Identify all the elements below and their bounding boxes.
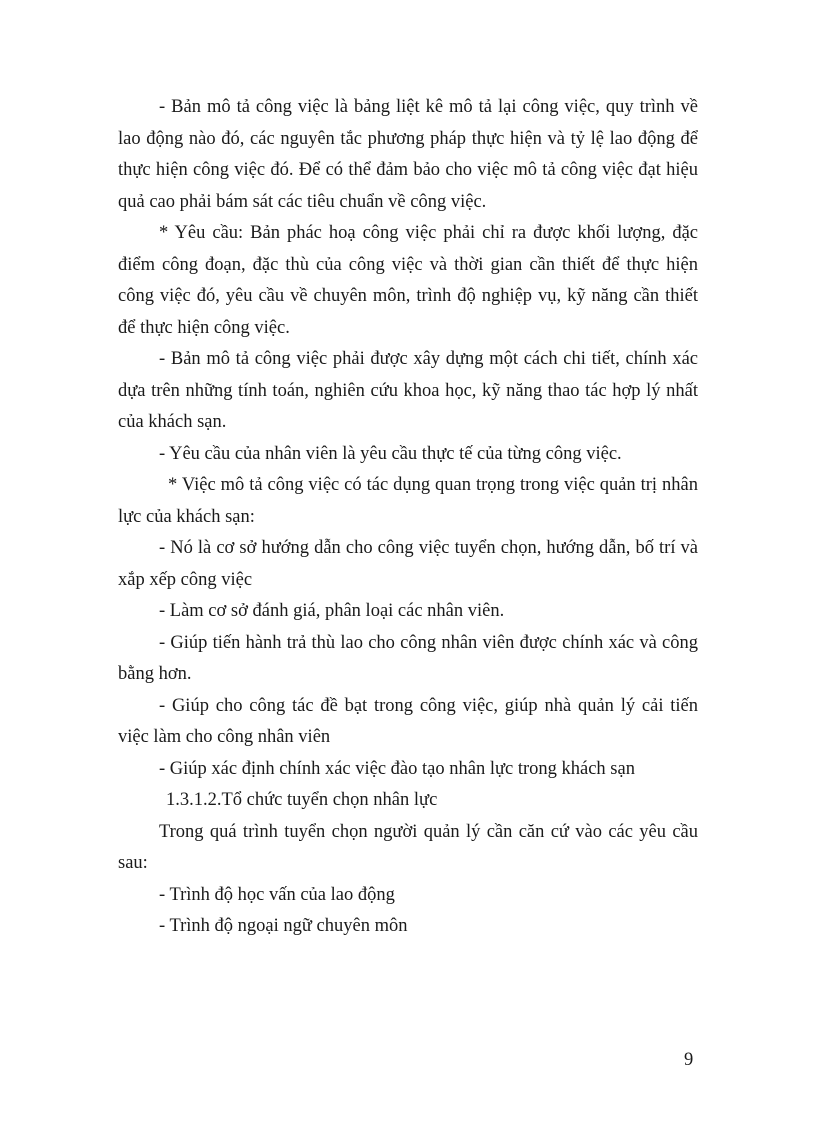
paragraph-job-description-definition: - Bản mô tả công việc là bảng liệt kê mô tả lại công việc, quy trình về lao động nào đó, các nguyên tắc phương pháp thực hiện và tỷ lệ lao động để thực hiện công việc đó. Để có thể đảm bảo cho việc mô tả công việc đạt hiệu quả cao phải bám sát các tiêu chuẩn về công việc.	[118, 97, 698, 212]
paragraph-detailed-construction: - Bản mô tả công việc phải được xây dựng một cách chi tiết, chính xác dựa trên những tính toán, nghiên cứu khoa học, kỹ năng thao tác hợp lý nhất của khách sạn.	[118, 349, 698, 432]
paragraph-importance: * Việc mô tả công việc có tác dụng quan trọng trong việc quản trị nhân lực của khách sạn:	[118, 475, 698, 527]
paragraph-requirements: * Yêu cầu: Bản phác hoạ công việc phải chỉ ra được khối lượng, đặc điểm công đoạn, đặc thù của công việc và thời gian cần thiết để thực hiện công việc đó, yêu cầu về chuyên môn, trình độ nghiệp vụ, kỹ năng cần thiết để thực hiện công việc.	[118, 223, 698, 338]
page-number: 9	[684, 1050, 694, 1070]
body-text	[118, 92, 698, 943]
list-item-training: - Giúp xác định chính xác việc đào tạo nhân lực trong khách sạn	[159, 758, 635, 779]
list-item-evaluation-basis: - Làm cơ sở đánh giá, phân loại các nhân viên.	[159, 601, 505, 621]
list-item-promotion: - Giúp cho công tác đề bạt trong công việc, giúp nhà quản lý cải tiến việc làm cho công nhân viên	[118, 695, 698, 747]
section-heading: 1.3.1.2.Tổ chức tuyển chọn nhân lực	[166, 790, 438, 810]
list-item-education-level: - Trình độ học vấn của lao động	[159, 884, 395, 905]
list-item-recruitment-basis: - Nó là cơ sở hướng dẫn cho công việc tuyển chọn, hướng dẫn, bố trí và xắp xếp công việc	[118, 538, 698, 590]
list-item-remuneration: - Giúp tiến hành trả thù lao cho công nhân viên được chính xác và công bằng hơn.	[118, 632, 698, 684]
paragraph-employee-requirements: - Yêu cầu của nhân viên là yêu cầu thực tế của từng công việc.	[159, 443, 622, 464]
list-item-foreign-language: - Trình độ ngoại ngữ chuyên môn	[159, 916, 408, 936]
paragraph-selection-criteria: Trong quá trình tuyển chọn người quản lý cần căn cứ vào các yêu cầu sau:	[118, 821, 698, 873]
